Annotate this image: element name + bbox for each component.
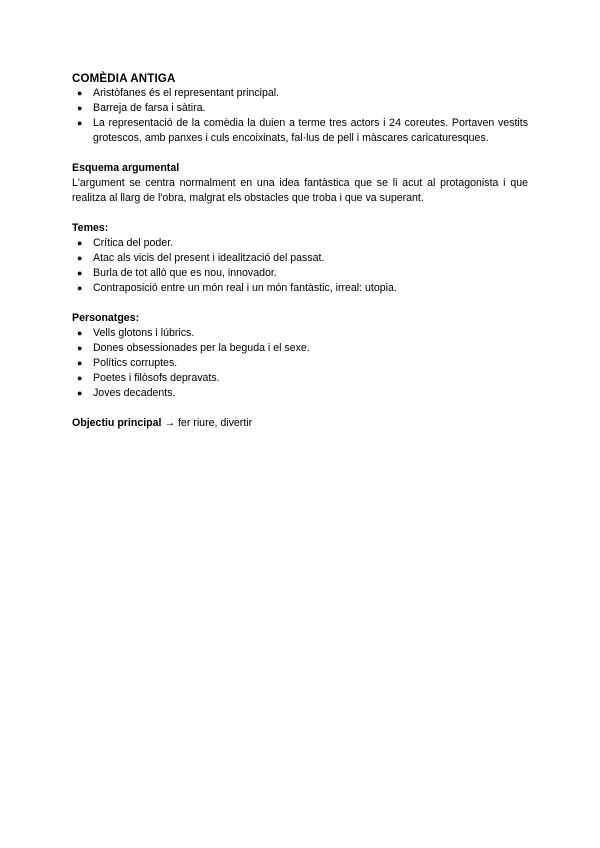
bullet-icon: ● (77, 238, 83, 248)
arrow-icon: → (164, 417, 176, 429)
section-heading-esquema: Esquema argumental (72, 162, 180, 174)
bullet-icon: ● (77, 118, 83, 128)
bullet-icon: ● (77, 88, 83, 98)
intro-list (72, 86, 528, 146)
bullet-icon: ● (77, 328, 83, 338)
bullet-icon: ● (77, 103, 83, 113)
bullet-icon: ● (77, 388, 83, 398)
list-item: ● Poetes i filòsofs depravats. (77, 372, 220, 384)
list-item: ● Contraposició entre un món real i un món fantàstic, irreal: utopia. (77, 282, 397, 294)
temes-list (72, 236, 528, 296)
bullet-icon: ● (77, 343, 83, 353)
list-item: ● Burla de tot allò que es nou, innovador. (77, 267, 277, 279)
objectiu-text: fer riure, divertir (177, 417, 253, 429)
list-item: ● Vells glotons i lúbrics. (77, 327, 195, 339)
section-heading-temes: Temes: (72, 222, 109, 234)
document-page (72, 72, 528, 431)
list-item: ● Aristòfanes és el representant principal. (77, 87, 280, 99)
list-item: ● Dones obsessionades per la beguda i el sexe. (77, 342, 310, 354)
esquema-paragraph: L'argument se centra normalment en una idea fantàstica que se li acut al protagonista i que realitza al llarg de l'obra, malgrat els obstacles que troba i que va superant. (72, 177, 528, 204)
objectiu-label: Objectiu principal (72, 417, 162, 429)
objectiu-line (72, 416, 528, 431)
list-item: ● La representació de la comèdia la duien a terme tres actors i 24 coreutes. Portaven vestits grotescos, amb panxes i culs encoixinats, fal·lus de pell i màscares caricaturesques. (77, 117, 528, 144)
section-heading-personatges: Personatges: (72, 312, 140, 324)
document-title: COMÈDIA ANTIGA (72, 73, 176, 85)
bullet-icon: ● (77, 283, 83, 293)
bullet-icon: ● (77, 358, 83, 368)
bullet-icon: ● (77, 253, 83, 263)
bullet-icon: ● (77, 268, 83, 278)
list-item: ● Crítica del poder. (77, 237, 174, 249)
bullet-icon: ● (77, 373, 83, 383)
list-item: ● Joves decadents. (77, 387, 176, 399)
list-item: ● Barreja de farsa i sàtira. (77, 102, 206, 114)
list-item: ● Polítics corruptes. (77, 357, 178, 369)
list-item: ● Atac als vicis del present i idealització del passat. (77, 252, 325, 264)
personatges-list (72, 326, 528, 401)
